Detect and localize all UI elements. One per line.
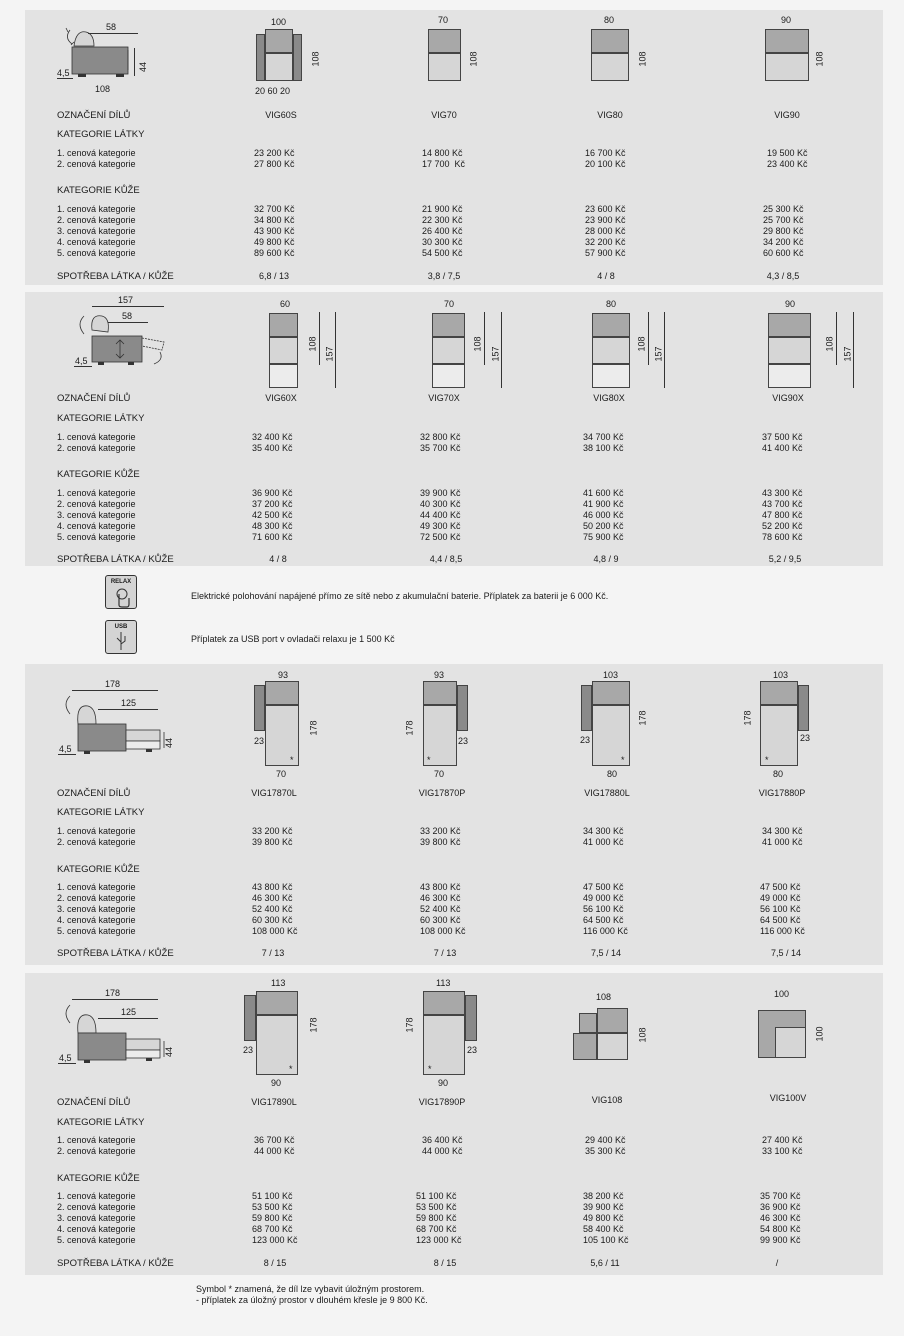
leather-prices: 51 100 Kč 53 500 Kč 59 800 Kč 68 700 Kč 123 000 Kč [252,1191,298,1245]
fabric-prices: 36 400 Kč 44 000 Kč [422,1135,463,1156]
seat [428,53,461,81]
bottom-label: 80 [607,769,618,779]
dim-line [74,366,92,367]
depth-label: 108 [310,51,321,67]
designation-label: OZNAČENÍ DÍLŮ [57,393,131,404]
model-code: VIG70 [431,110,457,120]
fabric-prices: 34 700 Kč 38 100 Kč [583,432,624,453]
dim-height: 44 [164,737,175,749]
fabric-rows: 1. cenová kategorie 2. cenová kategorie [57,1135,136,1156]
consumption-value: 7 / 13 [261,948,285,958]
consumption-value: 7,5 / 14 [590,948,622,958]
model-code: VIG17880L [584,788,630,798]
consumption-value: 4,3 / 8,5 [766,271,800,281]
seat [768,337,811,364]
footrest [768,364,811,388]
dim-depth: 58 [122,311,133,321]
designation-label: OZNAČENÍ DÍLŮ [57,788,131,799]
fabric-rows: 1. cenová kategorie 2. cenová kategorie [57,148,136,169]
corner-seat [597,1033,628,1060]
corner-seat [775,1027,806,1058]
leather-category-label: KATEGORIE KŮŽE [57,185,140,196]
dim-line [319,312,320,365]
arm-label: 23 [800,733,811,743]
armrest [256,34,265,81]
width-label: 100 [774,989,790,999]
bottom-label: 70 [276,769,287,779]
dim-height: 44 [138,61,149,73]
model-code: VIG90X [772,393,804,403]
hand-icon [106,585,136,609]
backrest [428,29,461,53]
fabric-prices: 36 700 Kč 44 000 Kč [254,1135,295,1156]
dim-height: 44 [164,1046,175,1058]
leather-rows: 1. cenová kategorie 2. cenová kategorie 3. cenová kategorie 4. cenová kategorie 5. cenová kategorie [57,882,136,936]
backrest [768,313,811,337]
backrest [256,991,298,1015]
bottom-label: 90 [438,1078,449,1088]
footrest [269,364,298,388]
usb-icon [105,620,137,654]
fabric-prices: 23 200 Kč 27 800 Kč [254,148,295,169]
leather-prices: 43 800 Kč 46 300 Kč 52 400 Kč 60 300 Kč 108 000 Kč [252,882,298,936]
consumption-label: SPOTŘEBA LÁTKA / KŮŽE [57,948,174,959]
consumption-value: 5,2 / 9,5 [768,554,802,564]
leather-rows: 1. cenová kategorie 2. cenová kategorie 3. cenová kategorie 4. cenová kategorie 5. cenová kategorie [57,488,136,542]
width-label: 90 [781,15,792,25]
consumption-label: SPOTŘEBA LÁTKA / KŮŽE [57,1258,174,1269]
consumption-value: 8 / 15 [433,1258,457,1268]
bottom-label: 80 [773,769,784,779]
model-code: VIG17890L [251,1097,297,1107]
dim-line [57,78,73,79]
fabric-category-label: KATEGORIE LÁTKY [57,413,145,424]
armrest [798,685,809,731]
leather-prices: 41 600 Kč 41 900 Kč 46 000 Kč 50 200 Kč 75 900 Kč [583,488,624,542]
seat [265,53,293,81]
consumption-value: 3,8 / 7,5 [427,271,461,281]
consumption-value: 6,8 / 13 [258,271,290,281]
storage-mark: * [428,1064,432,1074]
backrest [592,313,630,337]
dim-total: 178 [105,679,121,689]
length-label: 178 [308,720,319,736]
consumption-label: SPOTŘEBA LÁTKA / KŮŽE [57,271,174,282]
model-code: VIG80X [593,393,625,403]
dim-depth: 125 [121,1007,137,1017]
leather-prices: 25 300 Kč 25 700 Kč 29 800 Kč 34 200 Kč 60 600 Kč [763,204,804,258]
backrest [765,29,809,53]
width-label: 103 [773,670,789,680]
armrest [457,685,468,731]
consumption-value: / [775,1258,779,1268]
width-label: 108 [596,992,612,1002]
consumption-value: 4 / 8 [597,271,615,281]
width-label: 70 [438,15,449,25]
leather-category-label: KATEGORIE KŮŽE [57,469,140,480]
model-code: VIG17870L [251,788,297,798]
backrest [265,29,293,53]
width-label: 113 [271,978,286,988]
model-code: VIG80 [597,110,623,120]
leather-prices: 32 700 Kč 34 800 Kč 43 900 Kč 49 800 Kč 89 600 Kč [254,204,295,258]
dim-line [836,312,837,365]
armrest [581,685,592,731]
depth-label: 108 [636,336,647,352]
leather-prices: 43 300 Kč 43 700 Kč 47 800 Kč 52 200 Kč 78 600 Kč [762,488,803,542]
arm-label: 23 [254,736,265,746]
leather-prices: 36 900 Kč 37 200 Kč 42 500 Kč 48 300 Kč 71 600 Kč [252,488,293,542]
fabric-prices: 19 500 Kč 23 400 Kč [767,148,808,169]
storage-mark: * [427,755,431,765]
footnote-line-2: - příplatek za úložný prostor v dlouhém křesle je 9 800 Kč. [196,1295,428,1305]
leather-prices: 38 200 Kč 39 900 Kč 49 800 Kč 58 400 Kč 105 100 Kč [583,1191,629,1245]
model-code: VIG70X [428,393,460,403]
armrest [254,685,265,731]
storage-mark: * [290,755,294,765]
leather-rows: 1. cenová kategorie 2. cenová kategorie 3. cenová kategorie 4. cenová kategorie 5. cenová kategorie [57,204,136,258]
width-label: 80 [604,15,615,25]
fabric-prices: 29 400 Kč 35 300 Kč [585,1135,626,1156]
leather-prices: 47 500 Kč 49 000 Kč 56 100 Kč 64 500 Kč 116 000 Kč [760,882,805,936]
model-code: VIG90 [774,110,800,120]
length-label: 178 [742,710,753,726]
corner-back [579,1013,597,1033]
dim-line [853,312,854,388]
dim-seat: 4,5 [75,356,88,366]
arm-label: 23 [243,1045,254,1055]
consumption-value: 4,4 / 8,5 [429,554,463,564]
bottom-label: 70 [434,769,445,779]
backrest [269,313,298,337]
dim-line [88,33,138,34]
dim-line [484,312,485,365]
arm-label: 23 [580,735,591,745]
dim-line [501,312,502,388]
model-code: VIG17890P [418,1097,466,1107]
dim-seat: 4,5 [59,744,72,754]
fabric-prices: 37 500 Kč 41 400 Kč [762,432,803,453]
model-code: VIG108 [591,1095,623,1105]
length-label: 178 [404,720,415,736]
consumption-value: 4,8 / 9 [593,554,619,564]
arm-label: 23 [467,1045,478,1055]
width-label: 103 [603,670,619,680]
backrest [265,681,299,705]
fabric-prices: 27 400 Kč 33 100 Kč [762,1135,803,1156]
seat [432,337,465,364]
fabric-category-label: KATEGORIE LÁTKY [57,807,145,818]
armrest [465,995,477,1041]
backrest [592,681,630,705]
seat [591,53,629,81]
extended-label: 157 [842,346,853,362]
fabric-rows: 1. cenová kategorie 2. cenová kategorie [57,432,136,453]
dim-seat: 4,5 [57,68,70,78]
bottom-label: 90 [271,1078,282,1088]
side-view-chaise-drawing [56,997,176,1067]
dim-total: 157 [118,295,134,305]
fabric-prices: 14 800 Kč 17 700 Kč [422,148,466,169]
footrest [592,364,630,388]
backrest [760,681,798,705]
dim-depth: 125 [121,698,137,708]
leather-prices: 35 700 Kč 36 900 Kč 46 300 Kč 54 800 Kč 99 900 Kč [760,1191,801,1245]
leather-prices: 21 900 Kč 22 300 Kč 26 400 Kč 30 300 Kč 54 500 Kč [422,204,463,258]
relax-note: Elektrické polohování napájené přímo ze sítě nebo z akumulační baterie. Příplatek za baterii je 6 000 Kč. [191,591,609,601]
corner-seat [573,1033,597,1060]
side-view-chaise [56,997,176,1067]
model-code: VIG60X [265,393,297,403]
storage-mark: * [765,755,769,765]
usb-icon-label: USB [114,624,128,630]
width-label: 80 [606,299,617,309]
fabric-prices: 32 800 Kč 35 700 Kč [420,432,461,453]
corner-back [597,1008,628,1033]
width-label: 113 [436,978,451,988]
depth-label: 108 [468,51,479,67]
backrest [423,991,465,1015]
designation-label: OZNAČENÍ DÍLŮ [57,1097,131,1108]
leather-prices: 47 500 Kč 49 000 Kč 56 100 Kč 64 500 Kč 116 000 Kč [583,882,628,936]
seat [592,337,630,364]
dim-seat: 4,5 [59,1053,72,1063]
fabric-prices: 34 300 Kč 41 000 Kč [583,826,624,847]
dim-line [58,1063,76,1064]
extended-label: 157 [653,346,664,362]
depth-label: 108 [824,336,835,352]
depth-label: 108 [307,336,318,352]
backrest [432,313,465,337]
model-code: VIG100V [769,1093,807,1103]
consumption-label: SPOTŘEBA LÁTKA / KŮŽE [57,554,174,565]
width-label: 93 [278,670,289,680]
dim-total: 178 [105,988,121,998]
leather-prices: 23 600 Kč 23 900 Kč 28 000 Kč 32 200 Kč 57 900 Kč [585,204,626,258]
consumption-value: 7 / 13 [433,948,457,958]
consumption-value: 5,6 / 11 [590,1258,620,1268]
storage-mark: * [289,1064,293,1074]
fabric-category-label: KATEGORIE LÁTKY [57,1117,145,1128]
fabric-prices: 33 200 Kč 39 800 Kč [252,826,293,847]
model-code: VIG60S [265,110,297,120]
dim-line [58,754,76,755]
consumption-value: 7,5 / 14 [770,948,802,958]
leather-prices: 39 900 Kč 40 300 Kč 44 400 Kč 49 300 Kč 72 500 Kč [420,488,461,542]
depth-label: 108 [637,51,648,67]
width-label: 70 [444,299,455,309]
arm-label: 23 [458,736,469,746]
leather-rows: 1. cenová kategorie 2. cenová kategorie 3. cenová kategorie 4. cenová kategorie 5. cenová kategorie [57,1191,136,1245]
depth-label: 100 [814,1026,825,1042]
leather-prices: 51 100 Kč 53 500 Kč 59 800 Kč 68 700 Kč 123 000 Kč [416,1191,462,1245]
consumption-value: 8 / 15 [263,1258,287,1268]
leather-category-label: KATEGORIE KŮŽE [57,1173,140,1184]
consumption-value: 4 / 8 [269,554,287,564]
relax-icon [105,575,137,609]
dim-depth: 58 [106,22,117,32]
length-label: 178 [308,1017,319,1033]
footrest [432,364,465,388]
depth-label: 108 [637,1027,648,1043]
armrest [244,995,256,1041]
backrest [423,681,457,705]
side-view-chaise-drawing [56,688,176,758]
side-view-chaise [56,688,176,758]
dim-line [664,312,665,388]
dim-line [134,48,135,76]
dim-length: 108 [95,84,111,94]
fabric-category-label: KATEGORIE LÁTKY [57,129,145,140]
width-label: 90 [785,299,796,309]
extended-label: 157 [490,346,501,362]
model-code: VIG17870P [418,788,466,798]
leather-category-label: KATEGORIE KŮŽE [57,864,140,875]
backrest [591,29,629,53]
length-label: 178 [404,1017,415,1033]
segment-label: 20 60 20 [255,86,291,96]
fabric-prices: 33 200 Kč 39 800 Kč [420,826,461,847]
extended-label: 157 [324,346,335,362]
dim-line [648,312,649,365]
leather-prices: 43 800 Kč 46 300 Kč 52 400 Kč 60 300 Kč 108 000 Kč [420,882,466,936]
footnote-line-1: Symbol * znamená, že díl lze vybavit úložným prostorem. [196,1284,425,1294]
fabric-prices: 32 400 Kč 35 400 Kč [252,432,293,453]
armrest [293,34,302,81]
fabric-prices: 16 700 Kč 20 100 Kč [585,148,626,169]
relax-icon-label: RELAX [110,579,132,585]
length-label: 178 [637,710,648,726]
width-label: 60 [280,299,291,309]
fabric-prices: 34 300 Kč 41 000 Kč [762,826,803,847]
storage-mark: * [621,755,625,765]
model-code: VIG17880P [758,788,806,798]
depth-label: 108 [814,51,825,67]
depth-label: 108 [472,336,483,352]
seat [765,53,809,81]
width-label: 100 [271,17,287,27]
usb-note: Příplatek za USB port v ovladači relaxu je 1 500 Kč [191,634,395,644]
dim-line [335,312,336,388]
width-label: 93 [434,670,445,680]
fabric-rows: 1. cenová kategorie 2. cenová kategorie [57,826,136,847]
seat [269,337,298,364]
designation-label: OZNAČENÍ DÍLŮ [57,110,131,121]
usb-symbol-icon [106,630,136,654]
dim-line [92,306,164,307]
